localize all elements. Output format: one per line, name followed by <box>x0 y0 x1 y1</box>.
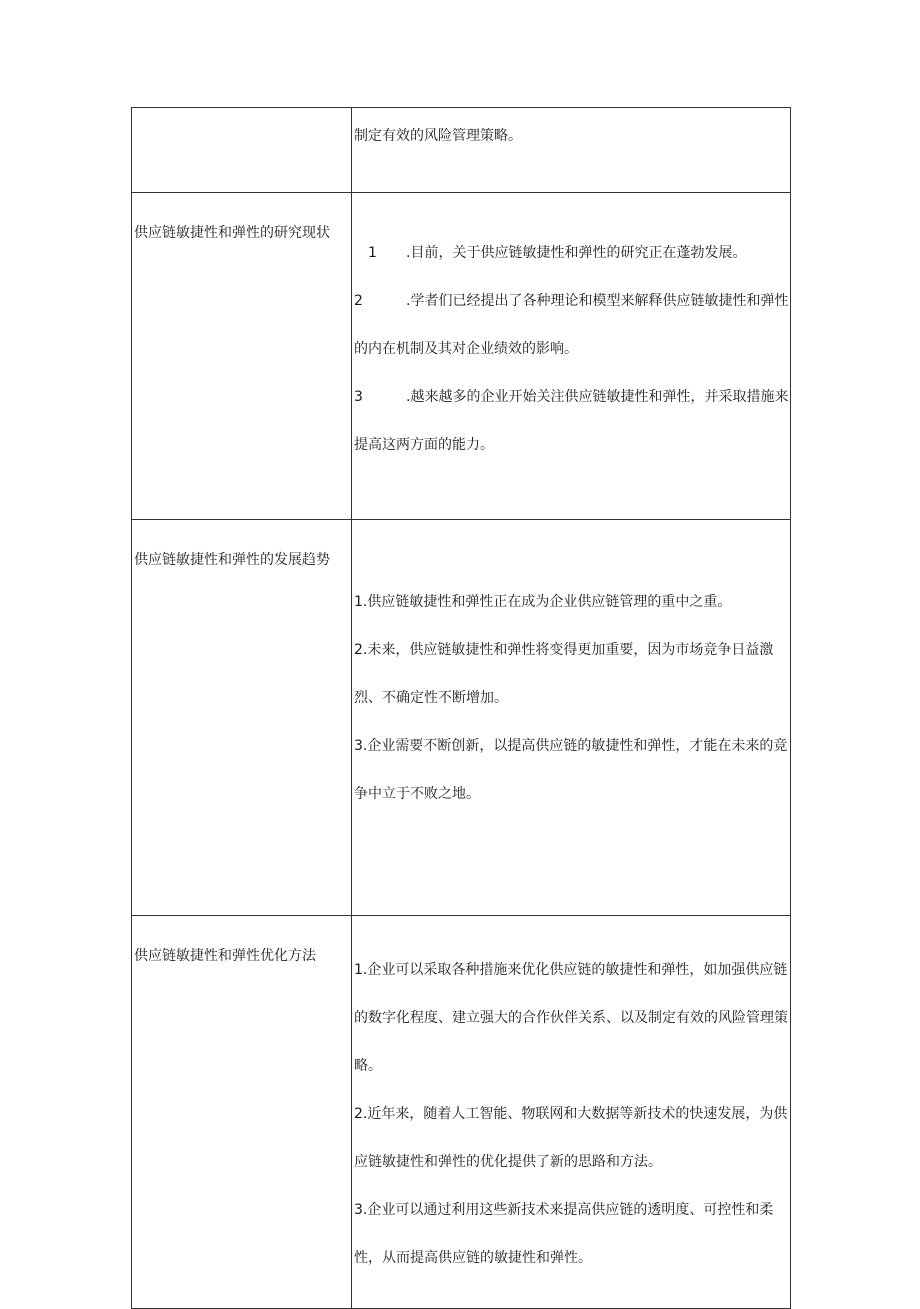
item-number: 1 <box>354 594 363 610</box>
item-number: 2 <box>354 1106 363 1122</box>
row-label <box>132 108 352 193</box>
item-text: .目前，关于供应链敏捷性和弹性的研究正在蓬勃发展。 <box>406 245 747 261</box>
list-item <box>354 578 790 626</box>
item-number: 1 <box>354 962 363 978</box>
list-item <box>354 229 790 277</box>
list-item <box>354 1186 790 1282</box>
item-text: .越来越多的企业开始关注供应链敏捷性和弹性，并采取措施来提高这两方面的能力。 <box>354 389 789 453</box>
item-number: 1 <box>368 245 377 261</box>
list-item <box>354 1090 790 1186</box>
list-item <box>354 112 790 160</box>
item-text: 制定有效的风险管理策略。 <box>354 128 522 144</box>
row-label: 供应链敏捷性和弹性的发展趋势 <box>132 520 352 916</box>
item-text: .学者们已经提出了各种理论和模型来解释供应链敏捷性和弹性的内在机制及其对企业绩效的影响。 <box>354 293 789 357</box>
content-table <box>131 107 791 1309</box>
list-item <box>354 373 790 469</box>
row-content <box>352 108 791 193</box>
row-content <box>352 193 791 520</box>
table-row <box>132 916 791 1309</box>
list-item <box>354 626 790 722</box>
row-content <box>352 916 791 1309</box>
item-text: .近年来，随着人工智能、物联网和大数据等新技术的快速发展，为供应链敏捷性和弹性的优化提供了新的思路和方法。 <box>354 1106 788 1170</box>
row-label: 供应链敏捷性和弹性优化方法 <box>132 916 352 1309</box>
item-number: 3 <box>354 389 363 405</box>
table-row <box>132 520 791 916</box>
item-text: .企业需要不断创新，以提高供应链的敏捷性和弹性，才能在未来的竞争中立于不败之地。 <box>354 738 788 802</box>
list-item <box>354 722 790 818</box>
list-item <box>354 946 790 1090</box>
row-content <box>352 520 791 916</box>
item-number: 3 <box>354 1202 363 1218</box>
list-item <box>354 277 790 373</box>
row-label: 供应链敏捷性和弹性的研究现状 <box>132 193 352 520</box>
item-number: 2 <box>354 642 363 658</box>
table-row <box>132 108 791 193</box>
item-text: .供应链敏捷性和弹性正在成为企业供应链管理的重中之重。 <box>362 594 732 610</box>
table-row <box>132 193 791 520</box>
item-text: .企业可以通过利用这些新技术来提高供应链的透明度、可控性和柔性，从而提高供应链的敏捷性和弹性。 <box>354 1202 774 1266</box>
item-text: .未来，供应链敏捷性和弹性将变得更加重要，因为市场竞争日益激烈、不确定性不断增加。 <box>354 642 774 706</box>
item-text: .企业可以采取各种措施来优化供应链的敏捷性和弹性，如加强供应链的数字化程度、建立强大的合作伙伴关系、以及制定有效的风险管理策略。 <box>354 962 788 1074</box>
item-number: 2 <box>354 293 363 309</box>
item-number: 3 <box>354 738 363 754</box>
